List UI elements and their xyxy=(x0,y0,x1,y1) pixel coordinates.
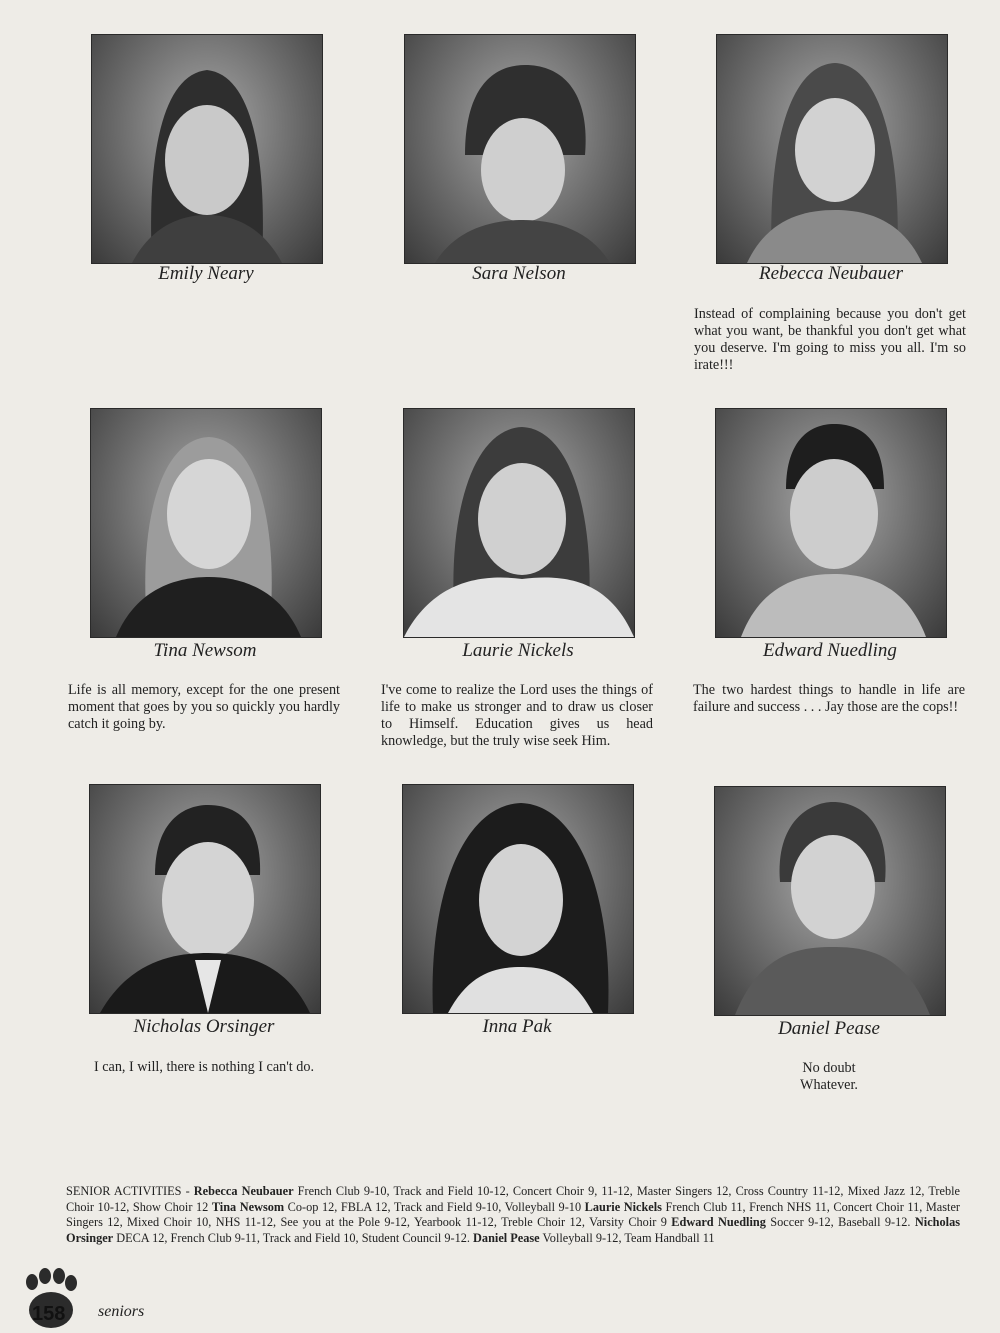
portrait-silhouette-icon xyxy=(91,409,321,637)
photo-nicholas-orsinger xyxy=(89,784,321,1014)
portrait-silhouette-icon xyxy=(717,35,947,263)
activity-name: Daniel Pease xyxy=(473,1230,540,1245)
photo-rebecca-neubauer xyxy=(716,34,948,264)
activity-text: Volleyball 9-12, Team Handball 11 xyxy=(539,1230,715,1245)
photo-daniel-pease xyxy=(714,786,946,1016)
photo-sara-nelson xyxy=(404,34,636,264)
name-laurie-nickels: Laurie Nickels xyxy=(462,640,574,661)
quote-rebecca-neubauer: Instead of complaining because you don't get what you want, be thankful you don't get what you deserve. I'm going to miss you all. I'm so irate!!! xyxy=(694,306,966,373)
activities-heading: SENIOR ACTIVITIES - xyxy=(66,1184,194,1198)
activity-name: Nicholas Orsinger xyxy=(66,1215,961,1245)
quote-laurie-nickels: I've come to realize the Lord uses the things of life to make us stronger and to draw us closer to Himself. Education gives us head knowledge, but the truly wise seek Him. xyxy=(381,682,653,749)
name-edward-nuedling: Edward Nuedling xyxy=(763,640,897,661)
quote-tina-newsom: Life is all memory, except for the one present moment that goes by you so quickly you hardly catch it going by. xyxy=(68,682,340,732)
portrait-silhouette-icon xyxy=(403,785,633,1013)
activity-name: Edward Nuedling xyxy=(671,1215,766,1230)
quote-edward-nuedling: The two hardest things to handle in life are failure and success . . . Jay those are the cops!! xyxy=(693,682,965,715)
activity-name: Laurie Nickels xyxy=(584,1199,662,1214)
activity-text: DECA 12, French Club 9-11, Track and Field 10, Student Council 9-12. xyxy=(113,1230,474,1245)
activity-text: Soccer 9-12, Baseball 9-12. xyxy=(765,1215,915,1230)
name-emily-neary: Emily Neary xyxy=(158,263,254,284)
photo-inna-pak xyxy=(402,784,634,1014)
name-inna-pak: Inna Pak xyxy=(482,1016,552,1037)
activity-name: Tina Newsom xyxy=(211,1199,285,1214)
name-tina-newsom: Tina Newsom xyxy=(153,640,257,661)
page-number: 158 xyxy=(32,1303,66,1325)
portrait-silhouette-icon xyxy=(716,409,946,637)
quote-line: No doubt xyxy=(802,1060,856,1076)
name-rebecca-neubauer: Rebecca Neubauer xyxy=(758,263,904,284)
name-daniel-pease: Daniel Pease xyxy=(778,1018,880,1039)
photo-edward-nuedling xyxy=(715,408,947,638)
photo-laurie-nickels xyxy=(403,408,635,638)
portrait-silhouette-icon xyxy=(404,409,634,637)
quote-daniel-pease xyxy=(693,1060,965,1094)
photo-emily-neary xyxy=(91,34,323,264)
section-label: seniors xyxy=(98,1303,145,1320)
activity-text: French Club 11, French NHS 11, Concert Choir 11, Master Singers 12, Mixed Choir 10, NHS 11-12, See you at the Pole 9-12, Yearbook 11-12, Treble Choir 12, Varsity Choir 9 xyxy=(66,1199,961,1230)
quote-nicholas-orsinger: I can, I will, there is nothing I can't do. xyxy=(93,1059,315,1075)
activity-text: Co-op 12, FBLA 12, Track and Field 9-10, Volleyball 9-10 xyxy=(284,1199,585,1214)
portrait-silhouette-icon xyxy=(405,35,635,263)
name-sara-nelson: Sara Nelson xyxy=(472,263,566,284)
activity-text: French Club 9-10, Track and Field 10-12, Concert Choir 9, 11-12, Master Singers 12, Cross Country 11-12, Mixed Jazz 12, Treble Choir 10-12, Show Choir 12 xyxy=(66,1184,960,1214)
activity-name: Rebecca Neubauer xyxy=(193,1184,294,1198)
photo-tina-newsom xyxy=(90,408,322,638)
name-nicholas-orsinger: Nicholas Orsinger xyxy=(133,1016,275,1037)
portrait-silhouette-icon xyxy=(90,785,320,1013)
senior-activities xyxy=(66,1184,960,1246)
portrait-silhouette-icon xyxy=(715,787,945,1015)
quote-line: Whatever. xyxy=(800,1077,858,1093)
portrait-silhouette-icon xyxy=(92,35,322,263)
